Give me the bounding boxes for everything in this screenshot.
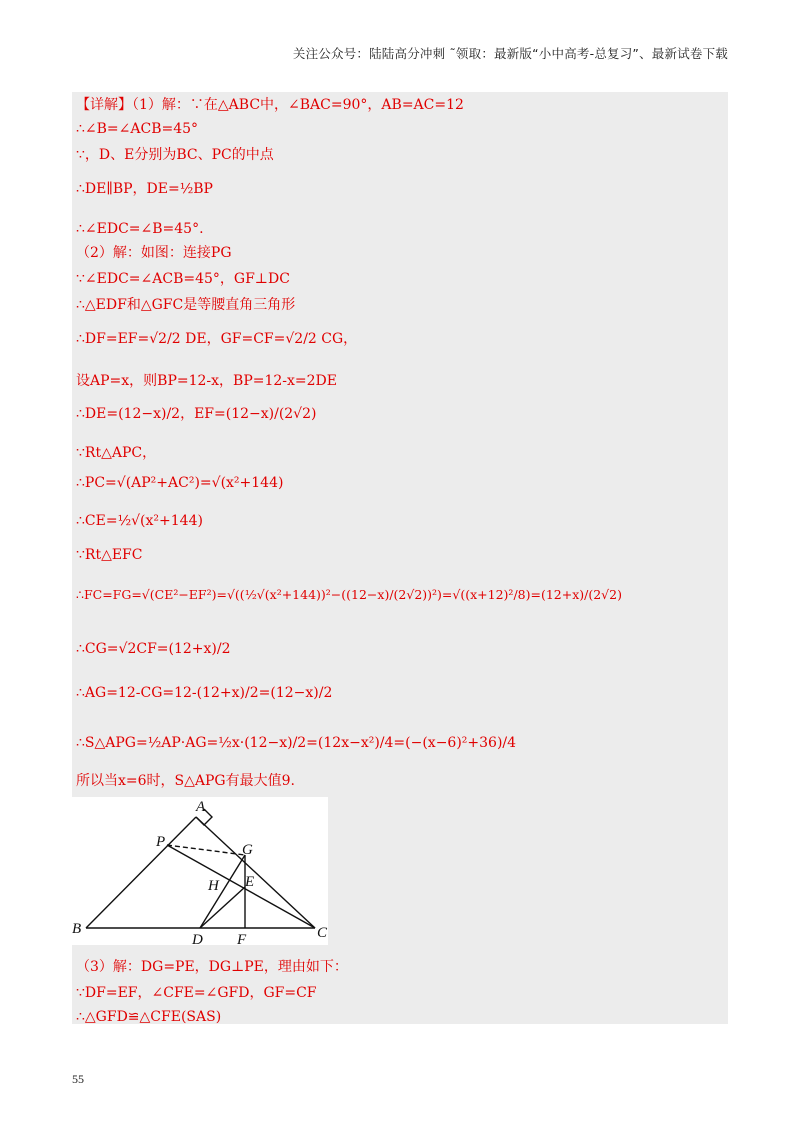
solution-line-22: ∵DF=EF，∠CFE=∠GFD，GF=CF (76, 985, 317, 1001)
solution-block (72, 92, 728, 1024)
segment-pg-dashed (167, 845, 245, 855)
solution-line-19: ∴S△APG=½AP·AG=½x·(12−x)/2=(12x−x²)/4=(−(x−6)²+36)/4 (76, 735, 517, 751)
label-e: E (245, 874, 255, 890)
solution-line-4: ∴DE∥BP，DE=½BP (76, 181, 213, 197)
solution-line-5: ∴∠EDC=∠B=45°. (76, 221, 204, 237)
solution-line-16: ∴FC=FG=√(CE²−EF²)=√((½√(x²+144))²−((12−x)/(2√2))²)=√((x+12)²/8)=(12+x)/(2√2) (76, 587, 622, 602)
label-d: D (192, 932, 203, 945)
label-a: A (196, 799, 206, 815)
solution-line-23: ∴△GFD≌△CFE(SAS) (76, 1009, 222, 1025)
solution-line-10: 设AP=x，则BP=12-x，BP=12-x=2DE (76, 373, 337, 389)
triangle-diagram (72, 797, 328, 945)
solution-line-15: ∵Rt△EFC (76, 547, 143, 563)
page-header: 关注公众号：陆陆高分冲刺 ˜领取：最新版“小中高考-总复习”、最新试卷下载 (292, 46, 728, 61)
solution-line-1: 【详解】（1）解：∵在△ABC中，∠BAC=90°，AB=AC=12 (76, 97, 464, 113)
solution-line-2: ∴∠B=∠ACB=45° (76, 121, 199, 137)
solution-line-14: ∴CE=½√(x²+144) (76, 513, 203, 529)
segment-ba (86, 817, 196, 928)
segment-de (200, 887, 245, 928)
geometry-figure (72, 797, 328, 945)
solution-line-12: ∵Rt△APC， (76, 445, 157, 461)
solution-line-21: （3）解：DG=PE，DG⊥PE，理由如下： (76, 959, 348, 975)
solution-line-7: ∵∠EDC=∠ACB=45°，GF⊥DC (76, 271, 290, 287)
label-b: B (72, 921, 82, 937)
segment-dg (200, 855, 245, 928)
solution-line-20: 所以当x=6时，S△APG有最大值9. (76, 773, 295, 789)
label-h: H (208, 878, 219, 894)
page-number: 55 (72, 1072, 84, 1086)
label-f: F (237, 932, 247, 945)
solution-line-18: ∴AG=12-CG=12-(12+x)/2=(12−x)/2 (76, 685, 333, 701)
solution-line-13: ∴PC=√(AP²+AC²)=√(x²+144) (76, 475, 284, 491)
solution-line-11: ∴DE=(12−x)/2，EF=(12−x)/(2√2) (76, 406, 317, 422)
solution-line-9: ∴DF=EF=√2/2 DE，GF=CF=√2/2 CG， (76, 331, 358, 347)
segment-ac (196, 817, 315, 928)
solution-line-8: ∴△EDF和△GFC是等腰直角三角形 (76, 297, 296, 313)
label-p: P (156, 834, 166, 850)
segment-pc (167, 845, 315, 928)
label-c: C (317, 925, 328, 941)
solution-line-17: ∴CG=√2CF=(12+x)/2 (76, 641, 231, 657)
solution-line-6: （2）解：如图：连接PG (76, 245, 232, 261)
solution-line-3: ∵，D、E分别为BC、PC的中点 (76, 147, 274, 163)
label-g: G (242, 842, 253, 858)
